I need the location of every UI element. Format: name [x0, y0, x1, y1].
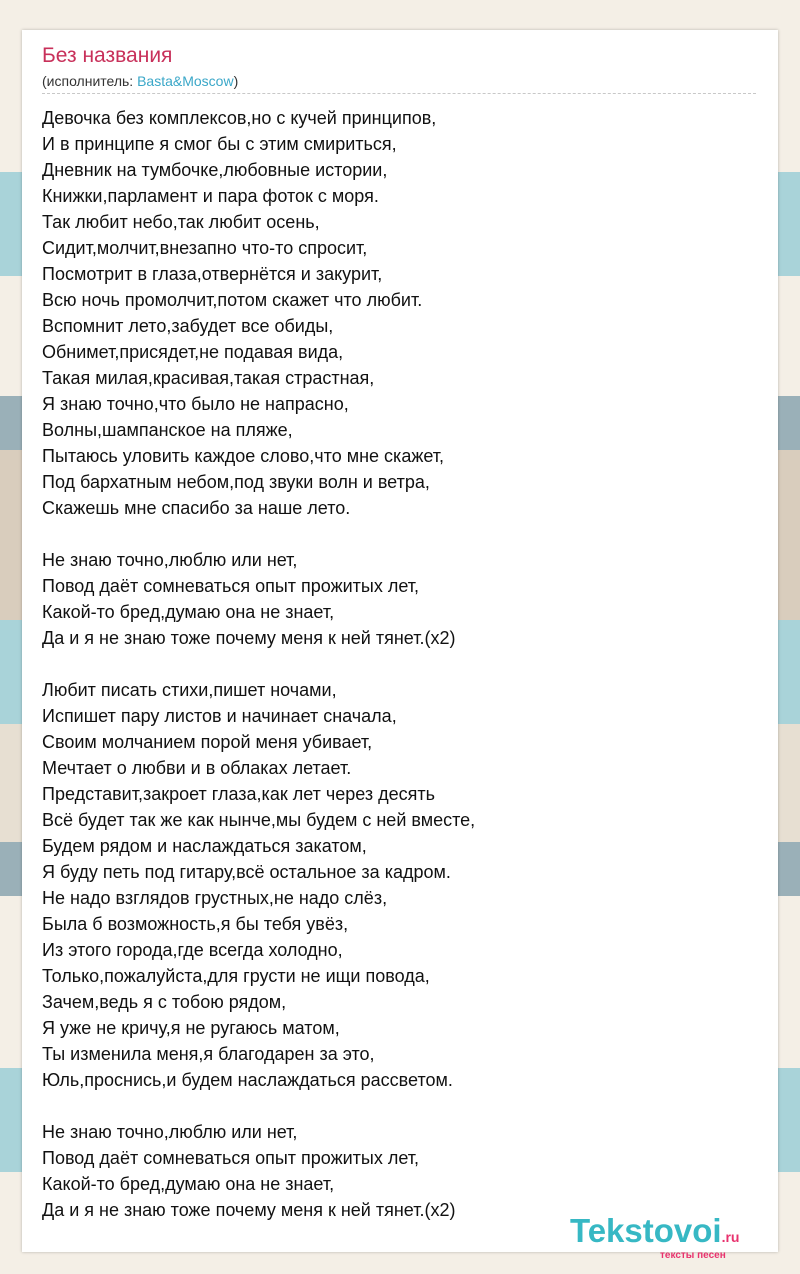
lyric-line: Я буду петь под гитару,всё остальное за кадром. [42, 862, 451, 882]
stanza-gap [42, 521, 756, 547]
stanza-gap [42, 651, 756, 677]
lyric-line: И в принципе я смог бы с этим смириться, [42, 134, 397, 154]
lyric-line: Так любит небо,так любит осень, [42, 212, 320, 232]
lyric-line: Любит писать стихи,пишет ночами, [42, 680, 337, 700]
lyric-line: Книжки,парламент и пара фоток с моря. [42, 186, 379, 206]
lyric-line: Ты изменила меня,я благодарен за это, [42, 1044, 375, 1064]
artist-line [42, 73, 238, 89]
lyric-line: Юль,проснись,и будем наслаждаться рассветом. [42, 1070, 453, 1090]
lyric-line: Только,пожалуйста,для грусти не ищи повода, [42, 966, 430, 986]
lyric-line: Сидит,молчит,внезапно что-то спросит, [42, 238, 368, 258]
lyric-line: Да и я не знаю тоже почему меня к ней тянет.(x2) [42, 1200, 456, 1220]
lyric-line: Девочка без комплексов,но с кучей принципов, [42, 108, 437, 128]
lyric-line: Всё будет так же как нынче,мы будем с ней вместе, [42, 810, 476, 830]
logo-brand: Tekstovoi [570, 1212, 722, 1249]
lyric-line: Дневник на тумбочке,любовные истории, [42, 160, 388, 180]
site-logo[interactable] [570, 1212, 770, 1261]
lyric-line: Испишет пару листов и начинает сначала, [42, 706, 397, 726]
lyric-line: Какой-то бред,думаю она не знает, [42, 1174, 335, 1194]
lyric-line: Скажешь мне спасибо за наше лето. [42, 498, 351, 518]
lyric-line: Будем рядом и наслаждаться закатом, [42, 836, 367, 856]
lyric-line: Я уже не кричу,я не ругаюсь матом, [42, 1018, 340, 1038]
lyric-line: Из этого города,где всегда холодно, [42, 940, 343, 960]
lyric-line: Всю ночь промолчит,потом скажет что любит. [42, 290, 423, 310]
stanza-gap [42, 1093, 756, 1119]
title-divider [42, 93, 756, 94]
lyric-line: Не надо взглядов грустных,не надо слёз, [42, 888, 388, 908]
lyric-line: Мечтает о любви и в облаках летает. [42, 758, 352, 778]
song-title: Без названия [42, 44, 173, 67]
lyric-line: Не знаю точно,люблю или нет, [42, 550, 298, 570]
lyric-line: Да и я не знаю тоже почему меня к ней тянет.(x2) [42, 628, 456, 648]
lyric-line: Я знаю точно,что было не напрасно, [42, 394, 349, 414]
lyrics-text [42, 105, 756, 1223]
lyric-line: Вспомнит лето,забудет все обиды, [42, 316, 334, 336]
lyric-line: Волны,шампанское на пляже, [42, 420, 293, 440]
artist-suffix: ) [233, 73, 239, 89]
lyric-line: Повод даёт сомневаться опыт прожитых лет, [42, 1148, 420, 1168]
logo-tld: .ru [721, 1229, 740, 1245]
lyric-line: Была б возможность,я бы тебя увёз, [42, 914, 349, 934]
lyric-line: Под бархатным небом,под звуки волн и ветра, [42, 472, 430, 492]
artist-prefix: (исполнитель: [42, 73, 138, 89]
lyric-line: Посмотрит в глаза,отвернётся и закурит, [42, 264, 383, 284]
lyric-line: Своим молчанием порой меня убивает, [42, 732, 373, 752]
artist-link[interactable]: Basta&Moscow [137, 73, 234, 89]
lyric-line: Повод даёт сомневаться опыт прожитых лет, [42, 576, 420, 596]
lyric-line: Не знаю точно,люблю или нет, [42, 1122, 298, 1142]
lyrics-card [22, 30, 778, 1261]
lyric-line: Пытаюсь уловить каждое слово,что мне скажет, [42, 446, 445, 466]
lyric-line: Какой-то бред,думаю она не знает, [42, 602, 335, 622]
logo-tagline: тексты песен [660, 1250, 726, 1261]
lyric-line: Такая милая,красивая,такая страстная, [42, 368, 375, 388]
lyric-line: Обнимет,присядет,не подавая вида, [42, 342, 344, 362]
lyric-line: Представит,закроет глаза,как лет через десять [42, 784, 436, 804]
lyric-line: Зачем,ведь я с тобою рядом, [42, 992, 287, 1012]
